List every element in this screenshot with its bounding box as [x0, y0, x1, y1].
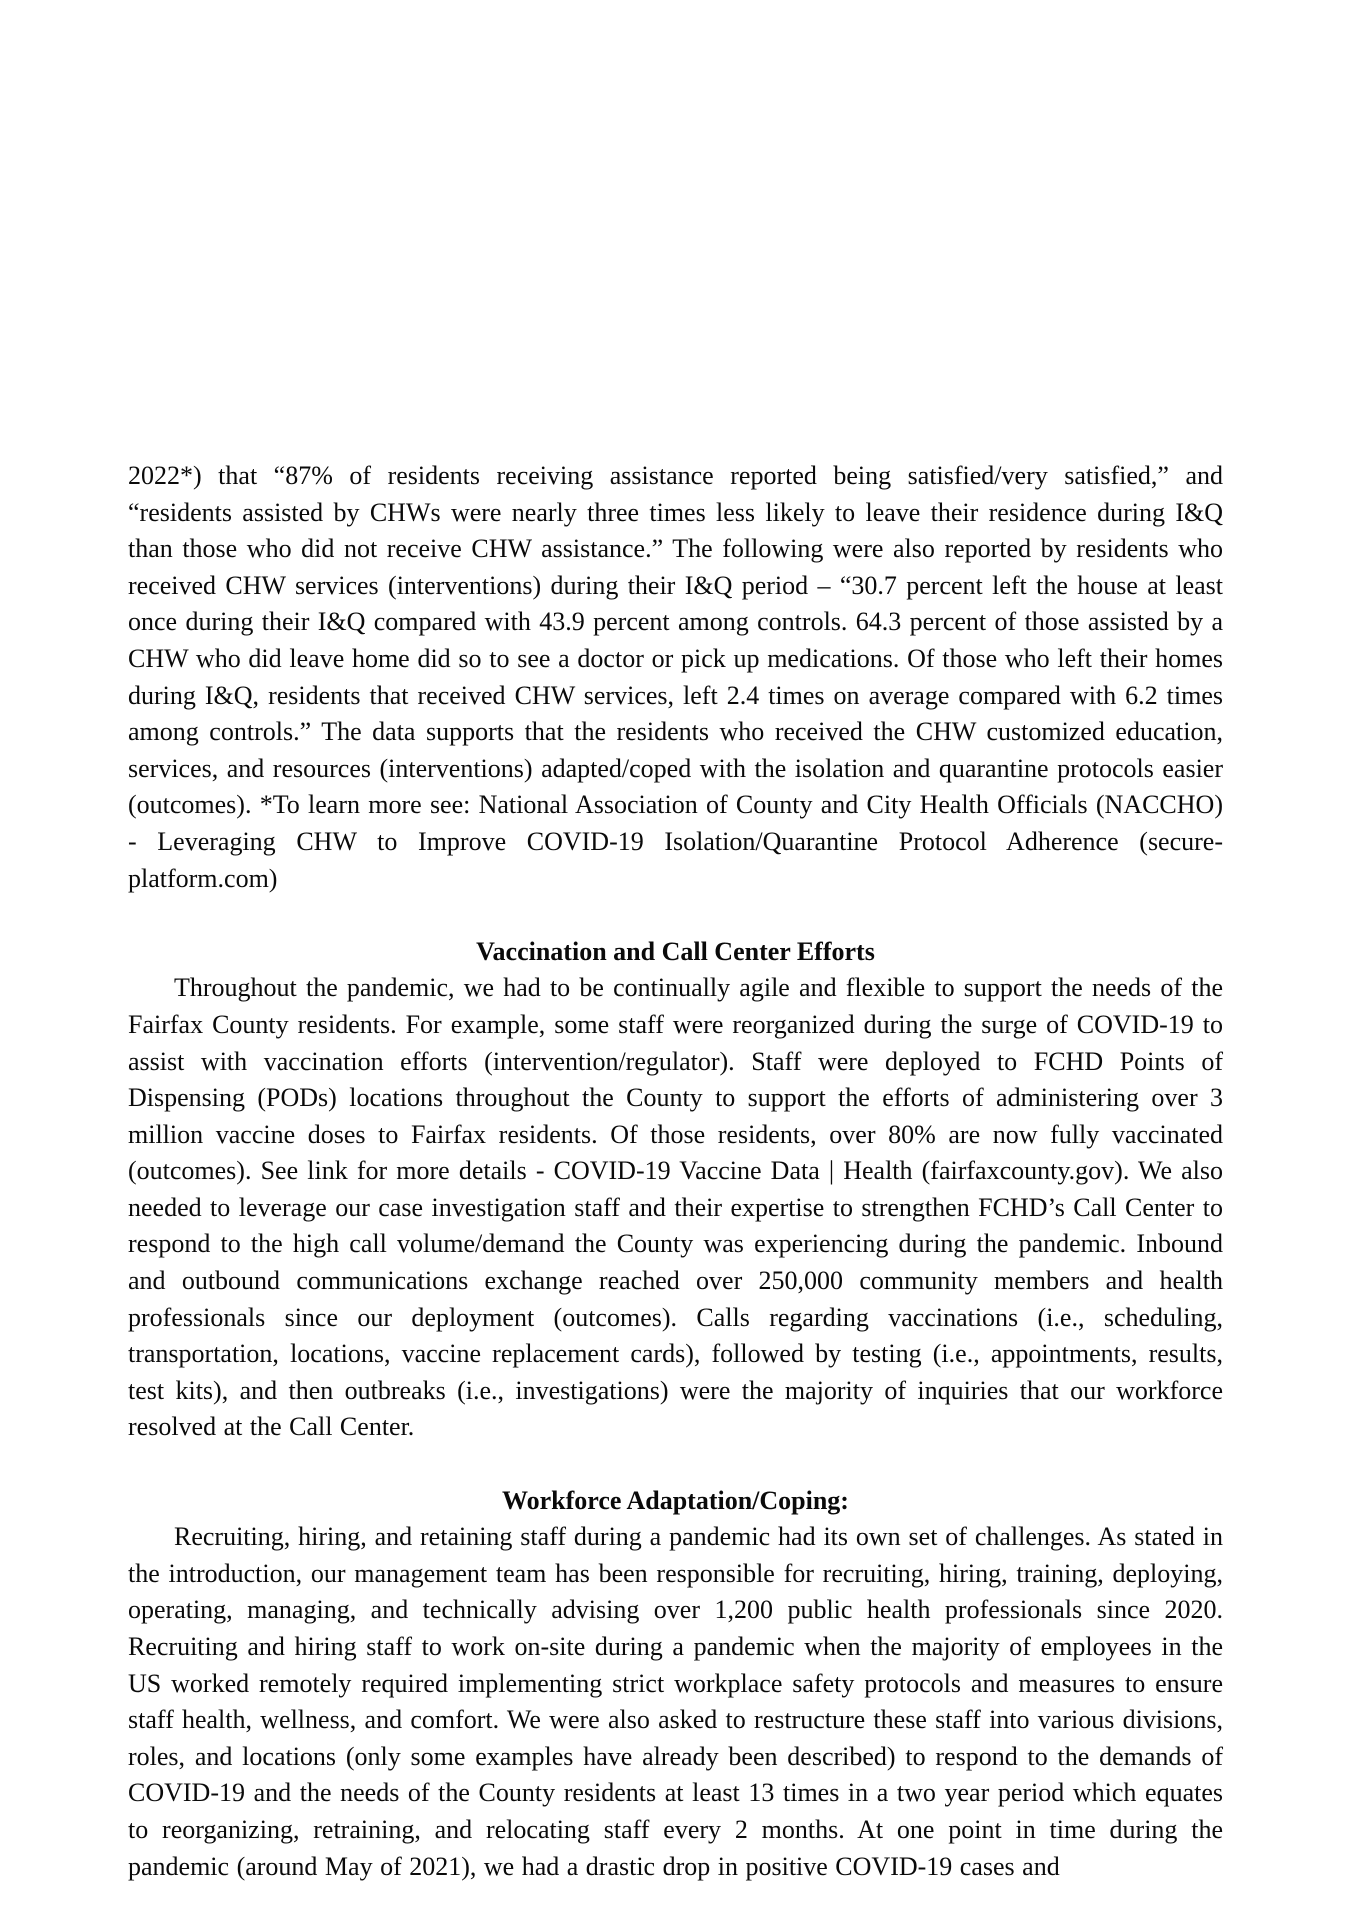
heading-workforce-adaptation: Workforce Adaptation/Coping: — [502, 1485, 849, 1515]
paragraph-chw-outcomes: 2022*) that “87% of residents receiving assistance reported being satisfied/very satisfied,” and “residents assisted by CHWs were nearly three times less likely to leave their residence during I&Q than those who did not receive CHW assistance.” The following were also reported by residents who received CHW services (interventions) during their I&Q period – “30.7 percent left the house at least once during their I&Q compared with 43.9 percent among controls. 64.3 percent of those assisted by a CHW who did leave home did so to see a doctor or pick up medications. Of those who left their homes during I&Q, residents that received CHW services, left 2.4 times on average compared with 6.2 times among controls.” The data supports that the residents who received the CHW customized education, services, and resources (interventions) adapted/coped with the isolation and quarantine protocols easier (outcomes). *To learn more see: National Association of County and City Health Officials (NACCHO) - Leveraging CHW to Improve COVID-19 Isolation/Quarantine Protocol Adherence (secure-platform.com) — [128, 461, 1223, 893]
paragraph-vaccination-call-center: Throughout the pandemic, we had to be continually agile and flexible to support the needs of the Fairfax County residents. For example, some staff were reorganized during the surge of COVID-19 to assist with vaccination efforts (intervention/regulator). Staff were deployed to FCHD Points of Dispensing (PODs) locations throughout the County to support the efforts of administering over 3 million vaccine doses to Fairfax residents. Of those residents, over 80% are now fully vaccinated (outcomes). See link for more details - COVID-19 Vaccine Data | Health (fairfaxcounty.gov). We also needed to leverage our case investigation staff and their expertise to strengthen FCHD’s Call Center to respond to the high call volume/demand the County was experiencing during the pandemic. Inbound and outbound communications exchange reached over 250,000 community members and health professionals since our deployment (outcomes). Calls regarding vaccinations (i.e., scheduling, transportation, locations, vaccine replacement cards), followed by testing (i.e., appointments, results, test kits), and then outbreaks (i.e., investigations) were the majority of inquiries that our workforce resolved at the Call Center. — [128, 973, 1223, 1442]
document-text-block — [128, 458, 1223, 1885]
heading-vaccination-call-center: Vaccination and Call Center Efforts — [476, 936, 875, 966]
paragraph-workforce-adaptation: Recruiting, hiring, and retaining staff during a pandemic had its own set of challenges. As stated in the introduction, our management team has been responsible for recruiting, hiring, training, deploying, operating, managing, and technically advising over 1,200 public health professionals since 2020. Recruiting and hiring staff to work on-site during a pandemic when the majority of employees in the US worked remotely required implementing strict workplace safety protocols and measures to ensure staff health, wellness, and comfort. We were also asked to restructure these staff into various divisions, roles, and locations (only some examples have already been described) to respond to the demands of COVID-19 and the needs of the County residents at least 13 times in a two year period which equates to reorganizing, retraining, and relocating staff every 2 months. At one point in time during the pandemic (around May of 2021), we had a drastic drop in positive COVID-19 cases and — [128, 1522, 1223, 1881]
